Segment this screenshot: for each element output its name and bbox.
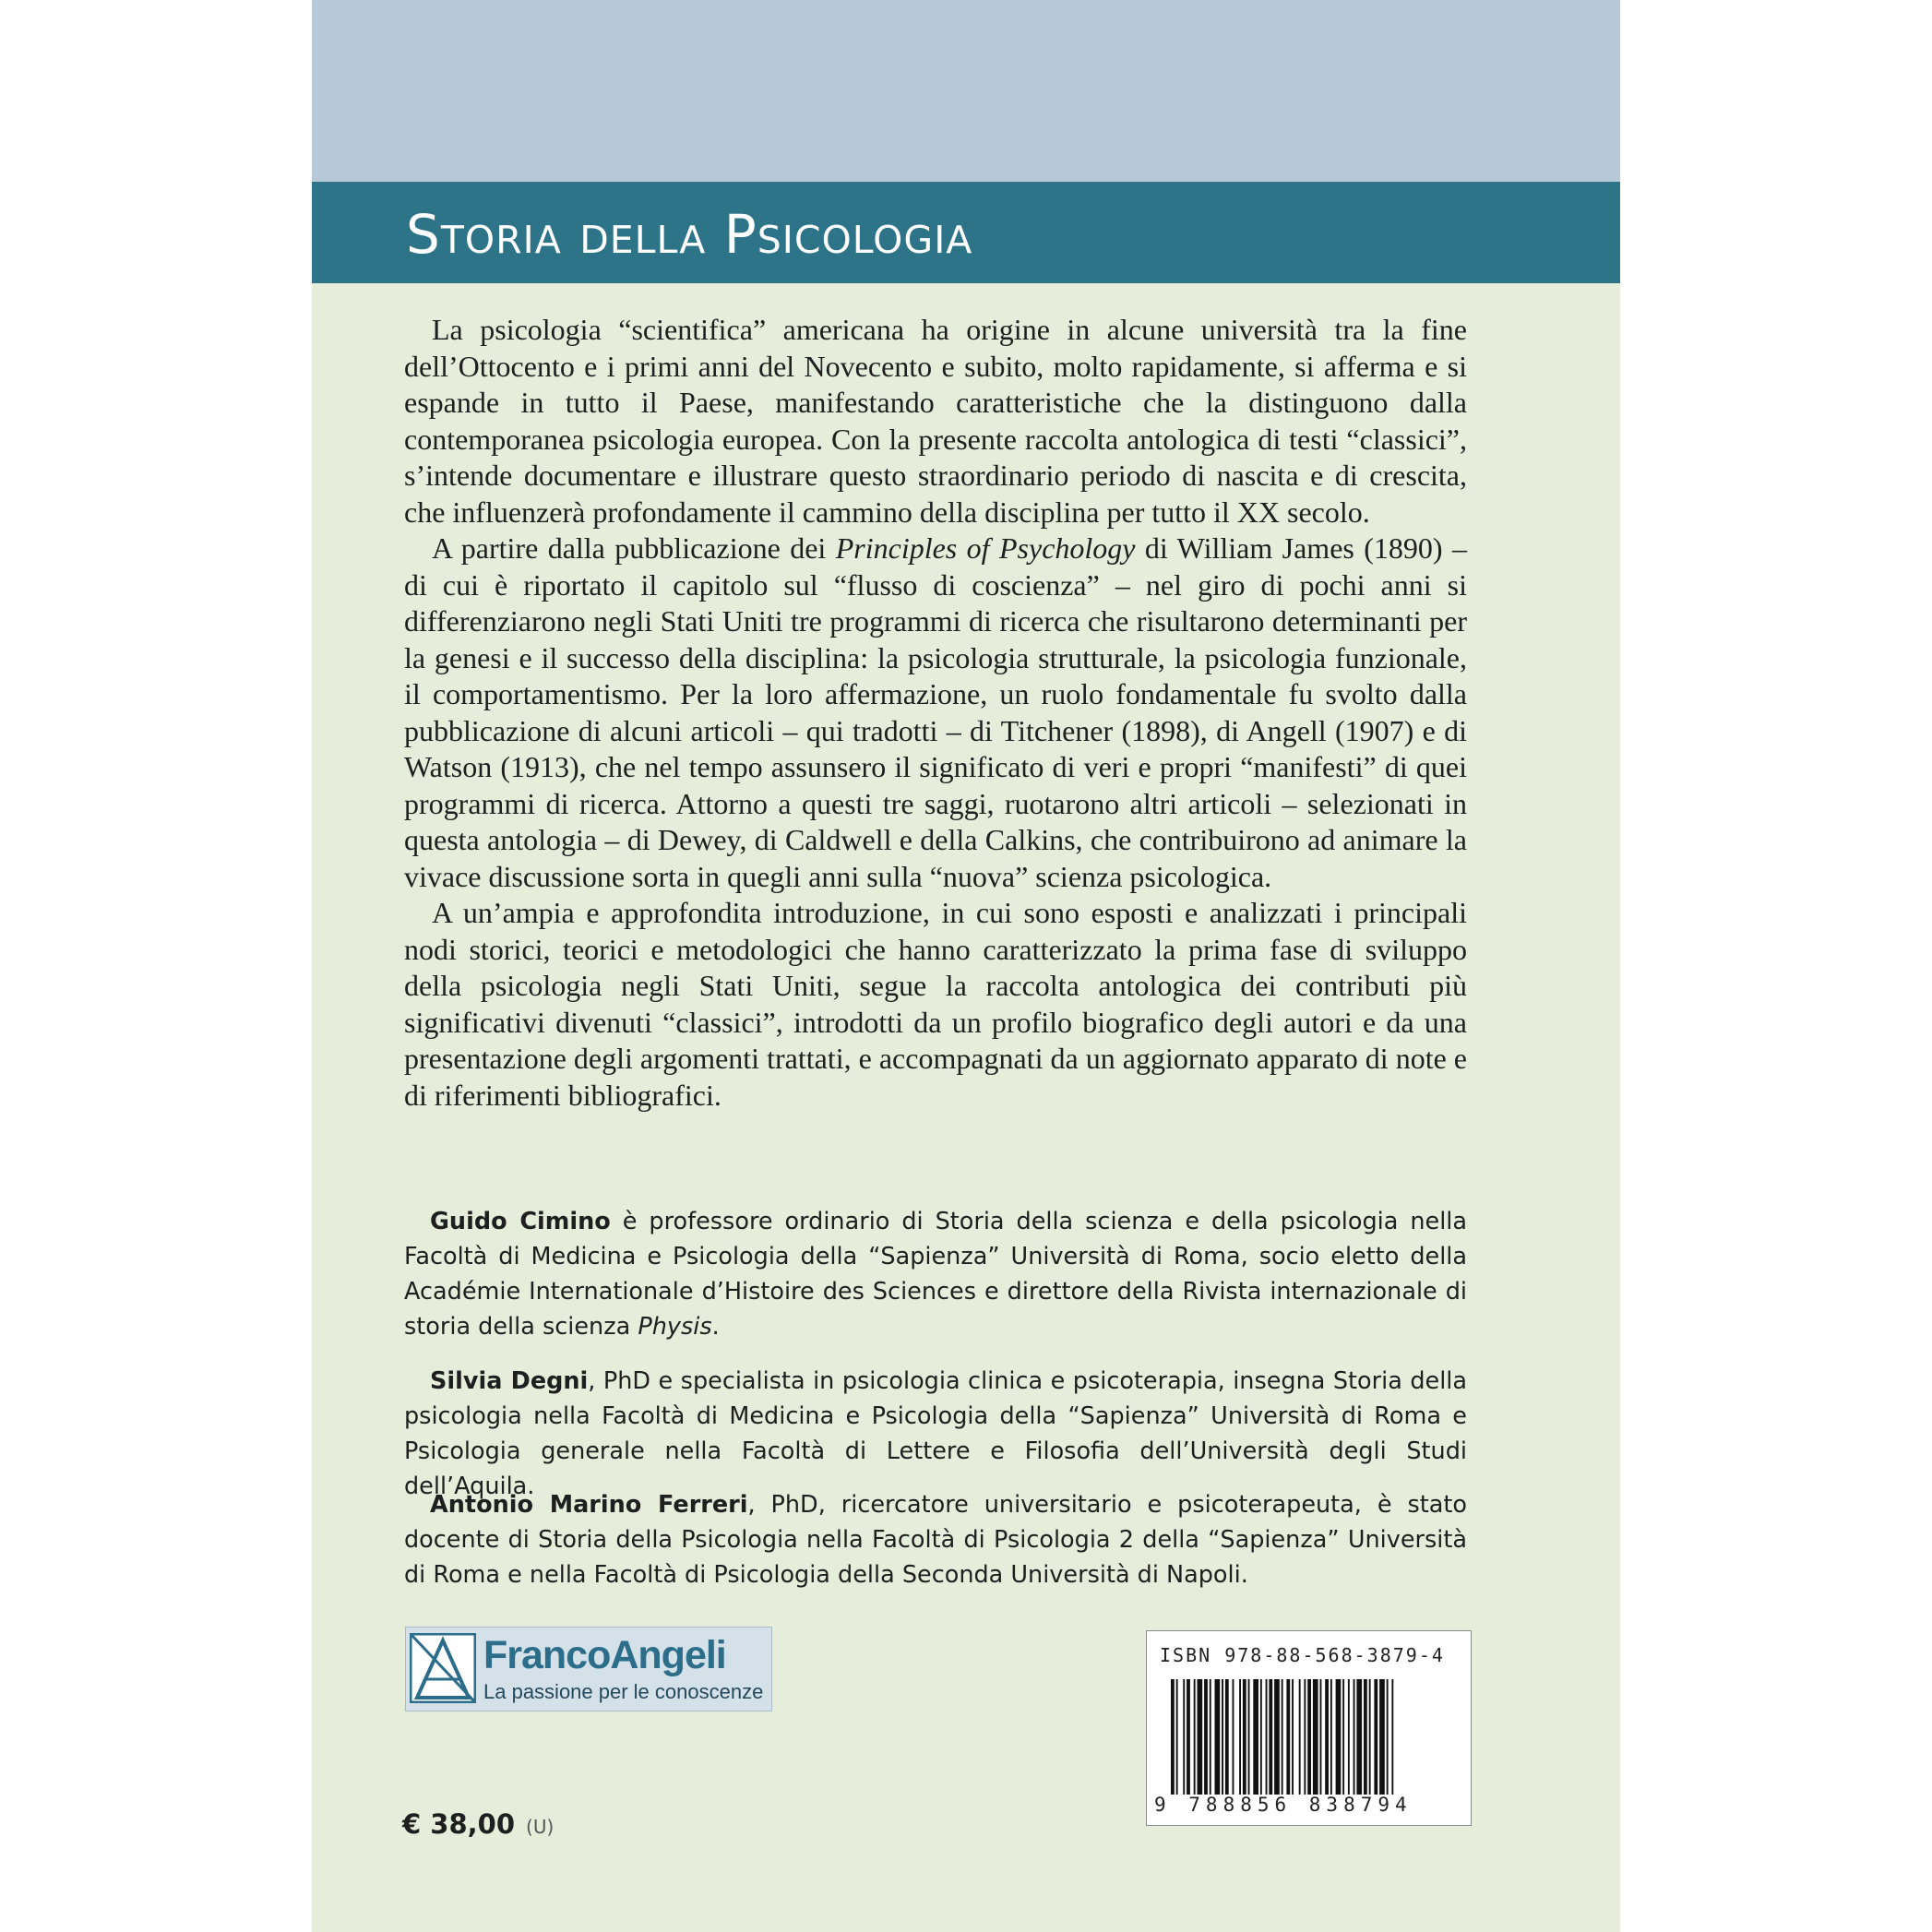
- barcode-label: [1146, 1630, 1472, 1826]
- top-color-band: [312, 0, 1620, 182]
- author-bio-ferreri: Antonio Marino Ferreri, PhD, ricercatore universitario e psicoterapeuta, è stato docente di Storia della Psicologia nella Facoltà di Psicologia 2 della “Sapienza” Università di Roma e nella Facoltà di Psicologia della Seconda Università di Napoli.: [404, 1491, 1467, 1589]
- publisher-name: FrancoAngeli: [483, 1633, 726, 1677]
- book-title-principles: Principles of Psychology: [835, 531, 1136, 565]
- price-code: (U): [526, 1816, 555, 1838]
- author-bio-cimino: Guido Cimino è professore ordinario di Storia della scienza e della psicologia nella Facoltà di Medicina e Psicologia della “Sapienza” Università di Roma, socio eletto della Académie Internationale d’Histoire des Sciences e direttore della Rivista internazionale di storia della scienza Physis.: [404, 1208, 1467, 1341]
- barcode-digits: 9 788856 838794: [1154, 1794, 1413, 1816]
- isbn-number: ISBN 978-88-568-3879-4: [1160, 1644, 1445, 1666]
- author-name: Antonio Marino Ferreri: [430, 1491, 748, 1519]
- price: [402, 1808, 554, 1840]
- publisher-logo: [405, 1627, 772, 1711]
- publisher-logo-mark-icon: [410, 1633, 476, 1703]
- book-back-cover: [312, 0, 1620, 1932]
- blurb-paragraph-3: A un’ampia e approfondita introduzione, in cui sono esposti e analizzati i principali nodi storici, teorici e metodologici che hanno caratterizzato la prima fase di sviluppo della psicologia negli Stati Uniti, segue la raccolta antologica dei contributi più significativi divenuti “classici”, introdotti da un profilo biografico degli autori e da una presentazione degli argomenti trattati, e accompagnati da un aggiornato apparato di note e di riferimenti bibliografici.: [404, 896, 1467, 1112]
- blurb-text: [404, 312, 1467, 1114]
- barcode-icon: [1169, 1679, 1461, 1795]
- blurb-paragraph-1: La psicologia “scientifica” americana ha origine in alcune università tra la fine dell’Ottocento e i primi anni del Novecento e subito, molto rapidamente, si afferma e si espande in tutto il Paese, manifestando caratteristiche che la distinguono dalla contemporanea psicologia europea. Con la presente raccolta antologica di testi “classici”, s’intende documentare e illustrare questo straordinario periodo di nascita e di crescita, che influenzerà profondamente il cammino della disciplina per tutto il XX secolo.: [404, 313, 1467, 529]
- series-title: Storia della Psicologia: [406, 203, 973, 266]
- author-bio-degni: Silvia Degni, PhD e specialista in psicologia clinica e psicoterapia, insegna Storia della psicologia nella Facoltà di Medicina e Psicologia della “Sapienza” Università di Roma e Psicologia generale nella Facoltà di Lettere e Filosofia dell’Università degli Studi dell’Aquila.: [404, 1367, 1467, 1500]
- author-name: Guido Cimino: [430, 1208, 611, 1235]
- price-value: € 38,00: [402, 1808, 516, 1840]
- blurb-paragraph-2: A partire dalla pubblicazione dei Principles of Psychology di William James (1890) – di cui è riportato il capitolo sul “flusso di coscienza” – nel giro di pochi anni si differenziarono negli Stati Uniti tre programmi di ricerca che risultarono determinanti per la genesi e il successo della disciplina: la psicologia strutturale, la psicologia funzionale, il comportamentismo. Per la loro affermazione, un ruolo fondamentale fu svolto dalla pubblicazione di alcuni articoli – qui tradotti – di Titchener (1898), di Angell (1907) e di Watson (1913), che nel tempo assunsero il significato di veri e propri “manifesti” di quei programmi di ricerca. Attorno a questi tre saggi, ruotarono altri articoli – selezionati in questa antologia – di Dewey, di Caldwell e della Calkins, che contribuirono ad animare la vivace discussione sorta in quegli anni sulla “nuova” scienza psicologica.: [404, 531, 1467, 893]
- author-name: Silvia Degni: [430, 1367, 589, 1395]
- publisher-tagline: La passione per le conoscenze: [483, 1680, 764, 1703]
